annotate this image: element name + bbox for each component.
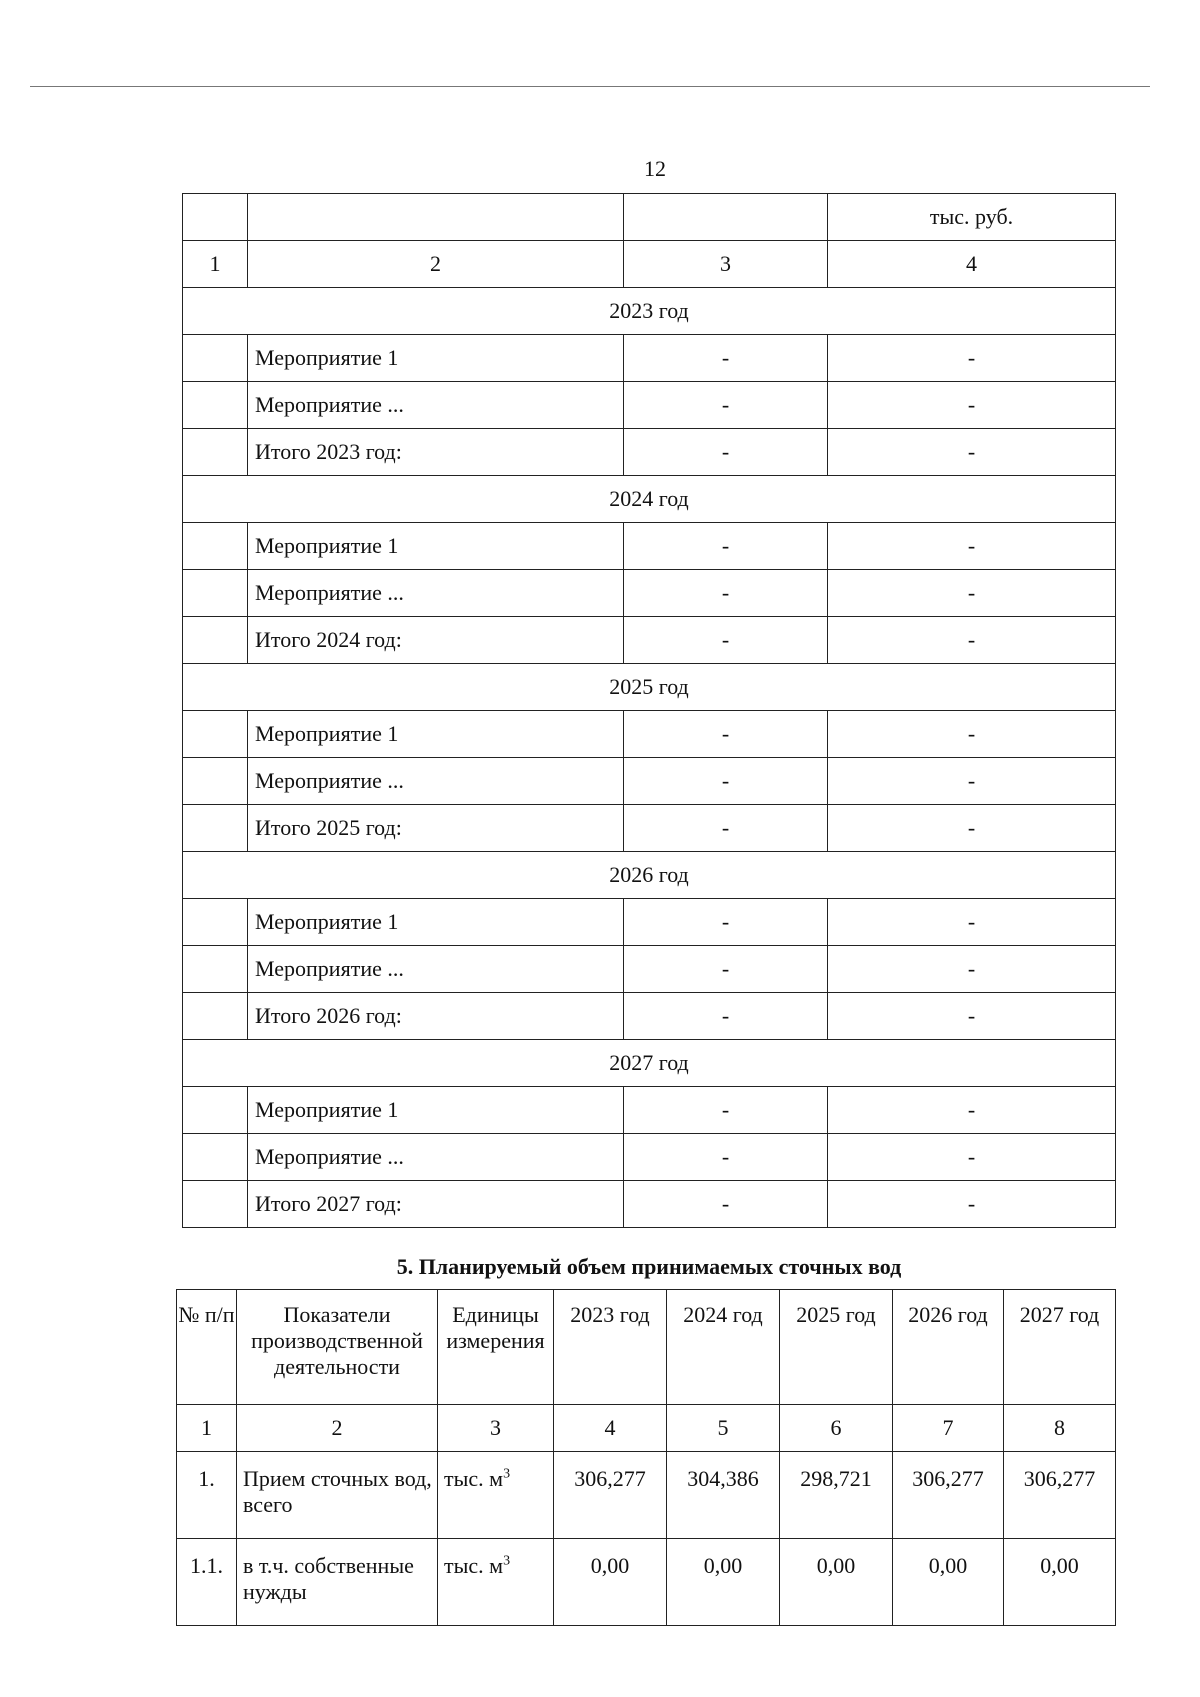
table-row	[183, 899, 1116, 946]
row-value: 306,277	[1004, 1452, 1116, 1539]
row-value: 0,00	[780, 1539, 893, 1626]
row-value: 0,00	[554, 1539, 667, 1626]
row-value: -	[828, 429, 1116, 476]
year-label: 2023 год	[183, 288, 1116, 335]
row-value: -	[624, 335, 828, 382]
row-name: Мероприятие ...	[248, 946, 624, 993]
row-value: -	[624, 1134, 828, 1181]
wastewater-volume-table	[176, 1289, 1116, 1626]
header-unit: Единицы измерения	[438, 1290, 554, 1405]
row-value: -	[624, 758, 828, 805]
row-value: -	[828, 523, 1116, 570]
table-row	[183, 758, 1116, 805]
column-number: 1	[177, 1405, 237, 1452]
row-number-cell	[183, 570, 248, 617]
row-value: -	[624, 617, 828, 664]
table-row	[183, 711, 1116, 758]
row-value: 0,00	[893, 1539, 1004, 1626]
row-number-cell	[183, 335, 248, 382]
row-number-cell	[183, 1134, 248, 1181]
table-row	[183, 1087, 1116, 1134]
row-name: Мероприятие 1	[248, 1087, 624, 1134]
row-value: -	[828, 1087, 1116, 1134]
total-row	[183, 1181, 1116, 1228]
year-row	[183, 852, 1116, 899]
row-value: -	[828, 335, 1116, 382]
header-cell	[624, 194, 828, 241]
row-number-cell	[183, 711, 248, 758]
row-value: -	[828, 805, 1116, 852]
year-row	[183, 476, 1116, 523]
unit-exponent: 3	[503, 1466, 511, 1482]
row-num: 1.	[177, 1452, 237, 1539]
total-row	[183, 993, 1116, 1040]
column-number: 7	[893, 1405, 1004, 1452]
row-value: -	[624, 1087, 828, 1134]
row-value: 298,721	[780, 1452, 893, 1539]
row-value: -	[828, 1134, 1116, 1181]
row-name: Мероприятие 1	[248, 335, 624, 382]
table-header-row	[177, 1290, 1116, 1405]
row-value: 0,00	[667, 1539, 780, 1626]
table-row	[183, 946, 1116, 993]
row-number-cell	[183, 805, 248, 852]
row-name: Итого 2027 год:	[248, 1181, 624, 1228]
year-row	[183, 664, 1116, 711]
row-name: Мероприятие 1	[248, 523, 624, 570]
top-rule	[30, 86, 1150, 87]
column-number: 5	[667, 1405, 780, 1452]
row-name: Итого 2026 год:	[248, 993, 624, 1040]
row-num: 1.1.	[177, 1539, 237, 1626]
row-value: -	[828, 570, 1116, 617]
header-year: 2026 год	[893, 1290, 1004, 1405]
row-value: 0,00	[1004, 1539, 1116, 1626]
table-row	[177, 1539, 1116, 1626]
row-value: -	[624, 1181, 828, 1228]
budget-table	[182, 193, 1116, 1228]
row-value: -	[828, 946, 1116, 993]
year-row	[183, 1040, 1116, 1087]
column-number: 3	[624, 241, 828, 288]
row-value: 304,386	[667, 1452, 780, 1539]
row-name: Итого 2024 год:	[248, 617, 624, 664]
year-row	[183, 288, 1116, 335]
row-number-cell	[183, 899, 248, 946]
page-number: 12	[644, 156, 666, 181]
row-indicator: в т.ч. собственные нужды	[237, 1539, 438, 1626]
row-name: Мероприятие ...	[248, 1134, 624, 1181]
row-number-cell	[183, 946, 248, 993]
row-name: Мероприятие ...	[248, 570, 624, 617]
column-number: 6	[780, 1405, 893, 1452]
column-number: 4	[828, 241, 1116, 288]
unit-exponent: 3	[503, 1553, 511, 1569]
row-number-cell	[183, 429, 248, 476]
table-row	[183, 335, 1116, 382]
header-cell	[248, 194, 624, 241]
row-value: -	[624, 523, 828, 570]
section-title: 5. Планируемый объем принимаемых сточных вод	[396, 1254, 902, 1279]
row-value: 306,277	[554, 1452, 667, 1539]
row-number-cell	[183, 758, 248, 805]
row-number-cell	[183, 1087, 248, 1134]
header-num: № п/п	[177, 1290, 237, 1405]
column-number: 8	[1004, 1405, 1116, 1452]
row-value: -	[624, 805, 828, 852]
row-number-cell	[183, 523, 248, 570]
total-row	[183, 805, 1116, 852]
row-value: -	[828, 1181, 1116, 1228]
year-label: 2027 год	[183, 1040, 1116, 1087]
row-value: -	[624, 429, 828, 476]
header-year: 2024 год	[667, 1290, 780, 1405]
year-label: 2025 год	[183, 664, 1116, 711]
row-name: Мероприятие 1	[248, 711, 624, 758]
row-value: -	[624, 993, 828, 1040]
row-name: Мероприятие ...	[248, 758, 624, 805]
table-row	[183, 570, 1116, 617]
row-name: Мероприятие 1	[248, 899, 624, 946]
row-value: -	[624, 570, 828, 617]
column-number: 2	[237, 1405, 438, 1452]
column-number: 1	[183, 241, 248, 288]
row-value: 306,277	[893, 1452, 1004, 1539]
table-row	[183, 1134, 1116, 1181]
row-value: -	[624, 711, 828, 758]
header-year: 2025 год	[780, 1290, 893, 1405]
row-value: -	[624, 382, 828, 429]
year-label: 2024 год	[183, 476, 1116, 523]
unit-text: тыс. м	[444, 1466, 504, 1491]
row-value: -	[828, 617, 1116, 664]
header-indicator: Показатели производственной деятельности	[237, 1290, 438, 1405]
row-number-cell	[183, 993, 248, 1040]
year-label: 2026 год	[183, 852, 1116, 899]
row-value: -	[828, 711, 1116, 758]
unit-text: тыс. м	[444, 1553, 504, 1578]
row-name: Итого 2025 год:	[248, 805, 624, 852]
column-number-row	[183, 241, 1116, 288]
table-row	[177, 1452, 1116, 1539]
row-number-cell	[183, 617, 248, 664]
column-number: 3	[438, 1405, 554, 1452]
row-unit	[438, 1452, 554, 1539]
row-value: -	[828, 993, 1116, 1040]
row-name: Мероприятие ...	[248, 382, 624, 429]
row-value: -	[624, 946, 828, 993]
row-value: -	[828, 899, 1116, 946]
table-row	[183, 523, 1116, 570]
total-row	[183, 617, 1116, 664]
unit-header: тыс. руб.	[828, 194, 1116, 241]
row-name: Итого 2023 год:	[248, 429, 624, 476]
row-number-cell	[183, 382, 248, 429]
row-value: -	[624, 899, 828, 946]
header-year: 2027 год	[1004, 1290, 1116, 1405]
row-indicator: Прием сточных вод, всего	[237, 1452, 438, 1539]
header-year: 2023 год	[554, 1290, 667, 1405]
table-row	[183, 382, 1116, 429]
total-row	[183, 429, 1116, 476]
column-number: 2	[248, 241, 624, 288]
column-number-row	[177, 1405, 1116, 1452]
row-unit	[438, 1539, 554, 1626]
header-cell	[183, 194, 248, 241]
row-value: -	[828, 382, 1116, 429]
row-number-cell	[183, 1181, 248, 1228]
column-number: 4	[554, 1405, 667, 1452]
table-header-row	[183, 194, 1116, 241]
row-value: -	[828, 758, 1116, 805]
